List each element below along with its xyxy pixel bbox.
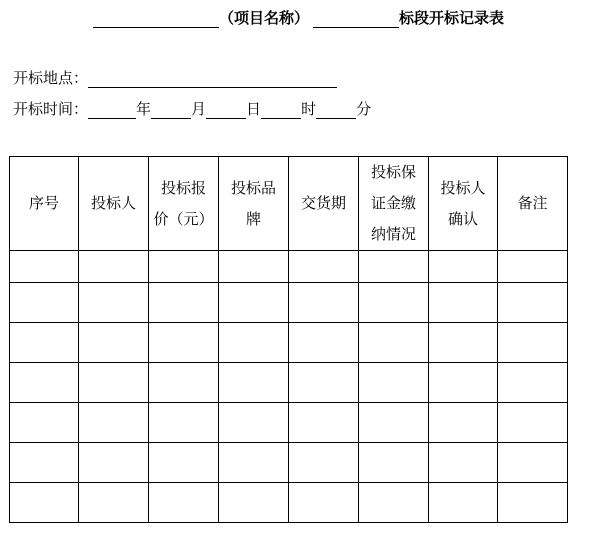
header-bidder: 投标人	[79, 157, 149, 251]
table-row	[10, 363, 568, 403]
table-cell[interactable]	[149, 283, 219, 323]
month-blank[interactable]	[151, 102, 191, 119]
table-cell[interactable]	[10, 363, 79, 403]
hour-unit: 时	[301, 100, 317, 118]
table-cell[interactable]	[149, 363, 219, 403]
table-cell[interactable]	[498, 483, 568, 523]
table-row	[10, 403, 568, 443]
day-blank[interactable]	[206, 102, 246, 119]
table-cell[interactable]	[359, 283, 429, 323]
table-cell[interactable]	[359, 251, 429, 283]
table-cell[interactable]	[429, 251, 498, 283]
month-unit: 月	[191, 100, 207, 118]
table-cell[interactable]	[10, 483, 79, 523]
table-cell[interactable]	[429, 283, 498, 323]
table-cell[interactable]	[10, 251, 79, 283]
table-cell[interactable]	[10, 443, 79, 483]
table-cell[interactable]	[79, 483, 149, 523]
table-cell[interactable]	[219, 283, 289, 323]
minute-blank[interactable]	[316, 102, 356, 119]
header-bid-bond-status: 投标保 证金缴 纳情况	[359, 157, 429, 251]
table-cell[interactable]	[429, 483, 498, 523]
table-cell[interactable]	[359, 403, 429, 443]
title-suffix: 标段开标记录表	[399, 9, 505, 27]
header-bid-price: 投标报 价（元）	[149, 157, 219, 251]
header-remarks: 备注	[498, 157, 568, 251]
table-cell[interactable]	[149, 323, 219, 363]
time-label: 开标时间：	[13, 100, 89, 118]
table-cell[interactable]	[10, 323, 79, 363]
table-cell[interactable]	[359, 363, 429, 403]
table-cell[interactable]	[219, 443, 289, 483]
table-cell[interactable]	[10, 283, 79, 323]
table-row	[10, 483, 568, 523]
section-name-blank[interactable]	[313, 11, 399, 28]
table-cell[interactable]	[429, 323, 498, 363]
table-cell[interactable]	[79, 283, 149, 323]
table-cell[interactable]	[149, 443, 219, 483]
day-unit: 日	[246, 100, 262, 118]
table-cell[interactable]	[498, 283, 568, 323]
header-bid-brand: 投标品 牌	[219, 157, 289, 251]
table-cell[interactable]	[289, 283, 359, 323]
table-cell[interactable]	[219, 323, 289, 363]
table-cell[interactable]	[289, 363, 359, 403]
year-blank[interactable]	[88, 102, 136, 119]
table-cell[interactable]	[359, 323, 429, 363]
location-row	[13, 66, 337, 88]
table-cell[interactable]	[498, 403, 568, 443]
table-cell[interactable]	[289, 251, 359, 283]
table-cell[interactable]	[79, 251, 149, 283]
table-cell[interactable]	[429, 403, 498, 443]
header-serial-number: 序号	[10, 157, 79, 251]
table-cell[interactable]	[219, 483, 289, 523]
table-cell[interactable]	[359, 483, 429, 523]
table-cell[interactable]	[10, 403, 79, 443]
project-name-hint: （项目名称）	[219, 9, 310, 27]
table-cell[interactable]	[498, 443, 568, 483]
table-cell[interactable]	[79, 363, 149, 403]
table-cell[interactable]	[498, 251, 568, 283]
table-cell[interactable]	[219, 251, 289, 283]
header-bidder-confirmation: 投标人 确认	[429, 157, 498, 251]
minute-unit: 分	[356, 100, 372, 118]
table-row	[10, 443, 568, 483]
project-name-blank[interactable]	[93, 11, 219, 28]
table-cell[interactable]	[289, 403, 359, 443]
table-cell[interactable]	[149, 251, 219, 283]
table-header-row	[10, 157, 568, 251]
table-cell[interactable]	[359, 443, 429, 483]
table-row	[10, 251, 568, 283]
table-row	[10, 283, 568, 323]
document-title	[93, 6, 504, 28]
year-unit: 年	[136, 100, 152, 118]
hour-blank[interactable]	[261, 102, 301, 119]
location-label: 开标地点：	[13, 69, 89, 87]
table-cell[interactable]	[149, 403, 219, 443]
table-cell[interactable]	[79, 403, 149, 443]
table-cell[interactable]	[219, 403, 289, 443]
header-delivery-period: 交货期	[289, 157, 359, 251]
location-blank[interactable]	[88, 71, 337, 88]
table-cell[interactable]	[429, 443, 498, 483]
table-cell[interactable]	[79, 323, 149, 363]
time-row	[13, 97, 371, 119]
table-cell[interactable]	[289, 443, 359, 483]
table-cell[interactable]	[79, 443, 149, 483]
table-cell[interactable]	[498, 323, 568, 363]
table-cell[interactable]	[289, 483, 359, 523]
table-cell[interactable]	[429, 363, 498, 403]
table-row	[10, 323, 568, 363]
table-cell[interactable]	[498, 363, 568, 403]
table-cell[interactable]	[219, 363, 289, 403]
bid-opening-record-table	[9, 156, 568, 523]
table-cell[interactable]	[149, 483, 219, 523]
table-cell[interactable]	[289, 323, 359, 363]
